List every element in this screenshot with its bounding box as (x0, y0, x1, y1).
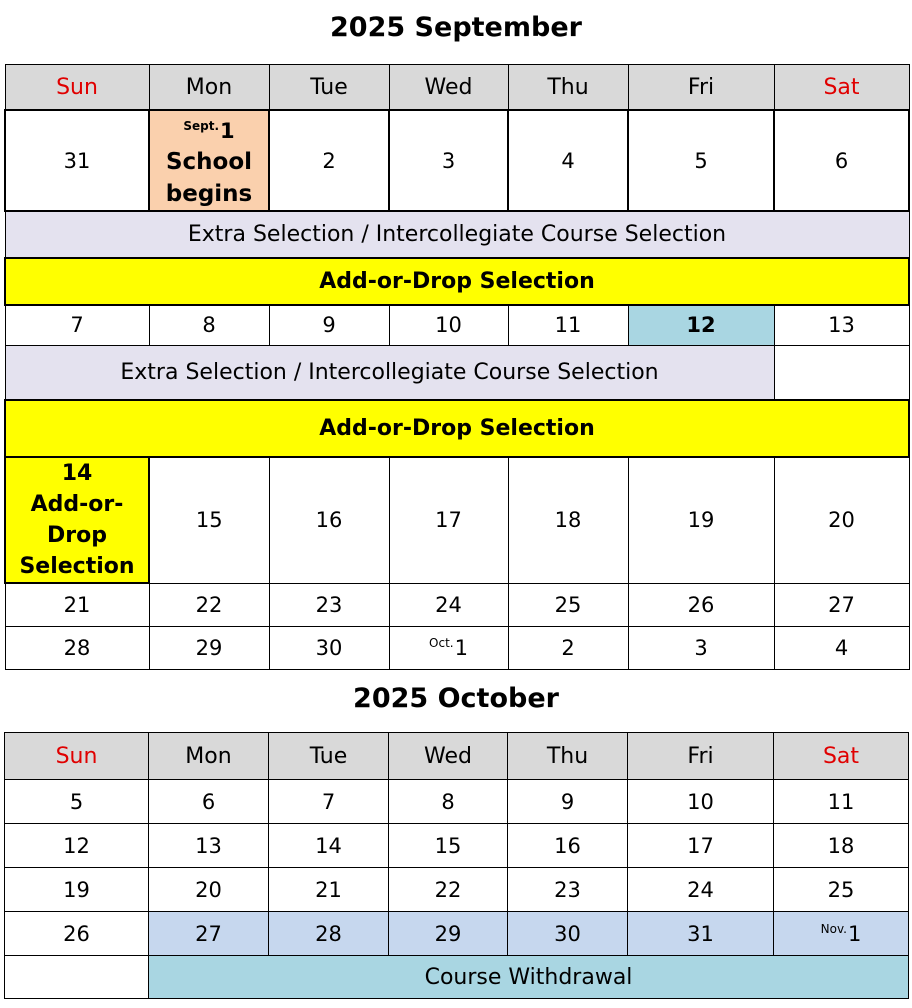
header-sun: Sun (5, 733, 149, 780)
day-cell: 31 (5, 110, 149, 211)
week-row (5, 868, 909, 912)
header-fri: Fri (628, 65, 774, 111)
day-cell: 10 (389, 305, 508, 345)
extra-selection-bar: Extra Selection / Intercollegiate Course Selection (5, 211, 909, 258)
day-cell: 28 (5, 626, 149, 669)
day-cell-withdrawal: 28 (269, 912, 389, 956)
october-title: 2025 October (353, 683, 559, 714)
week-row (5, 457, 909, 583)
day-cell: 26 (5, 912, 149, 956)
day-number: 14 (61, 461, 93, 486)
month-prefix: Oct. (429, 635, 454, 650)
week-row (5, 912, 909, 956)
day-cell-withdrawal: 31 (628, 912, 774, 956)
add-drop-line-3: Selection (19, 554, 135, 579)
weekday-header-row (5, 65, 909, 111)
day-cell: 15 (149, 457, 269, 583)
month-prefix: Nov. (820, 921, 847, 936)
day-cell: 24 (628, 868, 774, 912)
add-drop-line-1: Add-or- (30, 492, 124, 517)
day-cell: 20 (774, 457, 909, 583)
header-wed: Wed (389, 733, 508, 780)
header-thu: Thu (508, 733, 628, 780)
day-cell: 27 (774, 583, 909, 626)
add-drop-bar-2: Add-or-Drop Selection (5, 400, 909, 457)
week-row (5, 110, 909, 211)
day-number: 1 (454, 635, 468, 660)
day-cell: 26 (628, 583, 774, 626)
day-cell: 12 (5, 824, 149, 868)
header-fri: Fri (628, 733, 774, 780)
day-cell: 6 (774, 110, 909, 211)
day-cell: 11 (774, 780, 909, 824)
header-thu: Thu (508, 65, 628, 111)
day-cell: 19 (5, 868, 149, 912)
day-cell-school-begins (149, 110, 269, 211)
day-cell: 8 (389, 780, 508, 824)
day-cell: 21 (269, 868, 389, 912)
day-cell-add-drop (5, 457, 149, 583)
day-cell: 18 (508, 457, 628, 583)
day-cell: 7 (5, 305, 149, 345)
day-cell-withdrawal: 27 (149, 912, 269, 956)
day-cell: 4 (774, 626, 909, 669)
day-cell: 17 (628, 824, 774, 868)
day-cell: 7 (269, 780, 389, 824)
day-cell: 25 (774, 868, 909, 912)
month-prefix: Sept. (183, 119, 220, 133)
empty-cell (774, 345, 909, 400)
september-calendar (4, 64, 910, 670)
weekday-header-row (5, 733, 909, 780)
day-cell: 10 (628, 780, 774, 824)
header-sun: Sun (5, 65, 149, 111)
week-row (5, 583, 909, 626)
day-number: 1 (220, 119, 235, 143)
day-cell: 22 (149, 583, 269, 626)
day-cell: 30 (269, 626, 389, 669)
day-cell: 6 (149, 780, 269, 824)
day-cell: 11 (508, 305, 628, 345)
day-cell: 25 (508, 583, 628, 626)
day-cell: 21 (5, 583, 149, 626)
day-cell: 16 (508, 824, 628, 868)
day-number: 1 (847, 921, 862, 946)
day-cell: 9 (269, 305, 389, 345)
september-title: 2025 September (330, 12, 582, 43)
day-cell: 18 (774, 824, 909, 868)
day-cell: 3 (628, 626, 774, 669)
day-cell: 2 (269, 110, 389, 211)
day-cell: 13 (149, 824, 269, 868)
day-cell: 2 (508, 626, 628, 669)
week-row (5, 824, 909, 868)
day-cell: 14 (269, 824, 389, 868)
day-cell: 22 (389, 868, 508, 912)
day-cell: 20 (149, 868, 269, 912)
header-tue: Tue (269, 733, 389, 780)
day-cell: 5 (628, 110, 774, 211)
add-drop-bar: Add-or-Drop Selection (5, 258, 909, 305)
day-cell-withdrawal: 30 (508, 912, 628, 956)
day-cell-nov-1 (774, 912, 909, 956)
day-cell: 16 (269, 457, 389, 583)
week-row (5, 626, 909, 669)
school-begins-label: School begins (165, 149, 253, 207)
day-cell: 4 (508, 110, 628, 211)
header-sat: Sat (774, 65, 909, 111)
header-wed: Wed (389, 65, 508, 111)
day-cell: 5 (5, 780, 149, 824)
day-cell-oct-1 (389, 626, 508, 669)
extra-selection-bar-2: Extra Selection / Intercollegiate Course Selection (5, 345, 774, 400)
day-cell: 3 (389, 110, 508, 211)
header-tue: Tue (269, 65, 389, 111)
day-cell: 29 (149, 626, 269, 669)
week-row (5, 305, 909, 345)
week-row (5, 780, 909, 824)
header-mon: Mon (149, 65, 269, 111)
day-cell: 23 (508, 868, 628, 912)
day-cell: 23 (269, 583, 389, 626)
day-cell-highlight: 12 (628, 305, 774, 345)
day-cell: 9 (508, 780, 628, 824)
day-cell: 24 (389, 583, 508, 626)
course-withdrawal-bar: Course Withdrawal (149, 956, 909, 999)
day-cell: 8 (149, 305, 269, 345)
add-drop-line-2: Drop (47, 523, 107, 548)
day-cell: 13 (774, 305, 909, 345)
october-calendar (4, 732, 909, 999)
header-mon: Mon (149, 733, 269, 780)
empty-cell (5, 956, 149, 999)
header-sat: Sat (774, 733, 909, 780)
day-cell: 19 (628, 457, 774, 583)
day-cell: 17 (389, 457, 508, 583)
day-cell-withdrawal: 29 (389, 912, 508, 956)
day-cell: 15 (389, 824, 508, 868)
